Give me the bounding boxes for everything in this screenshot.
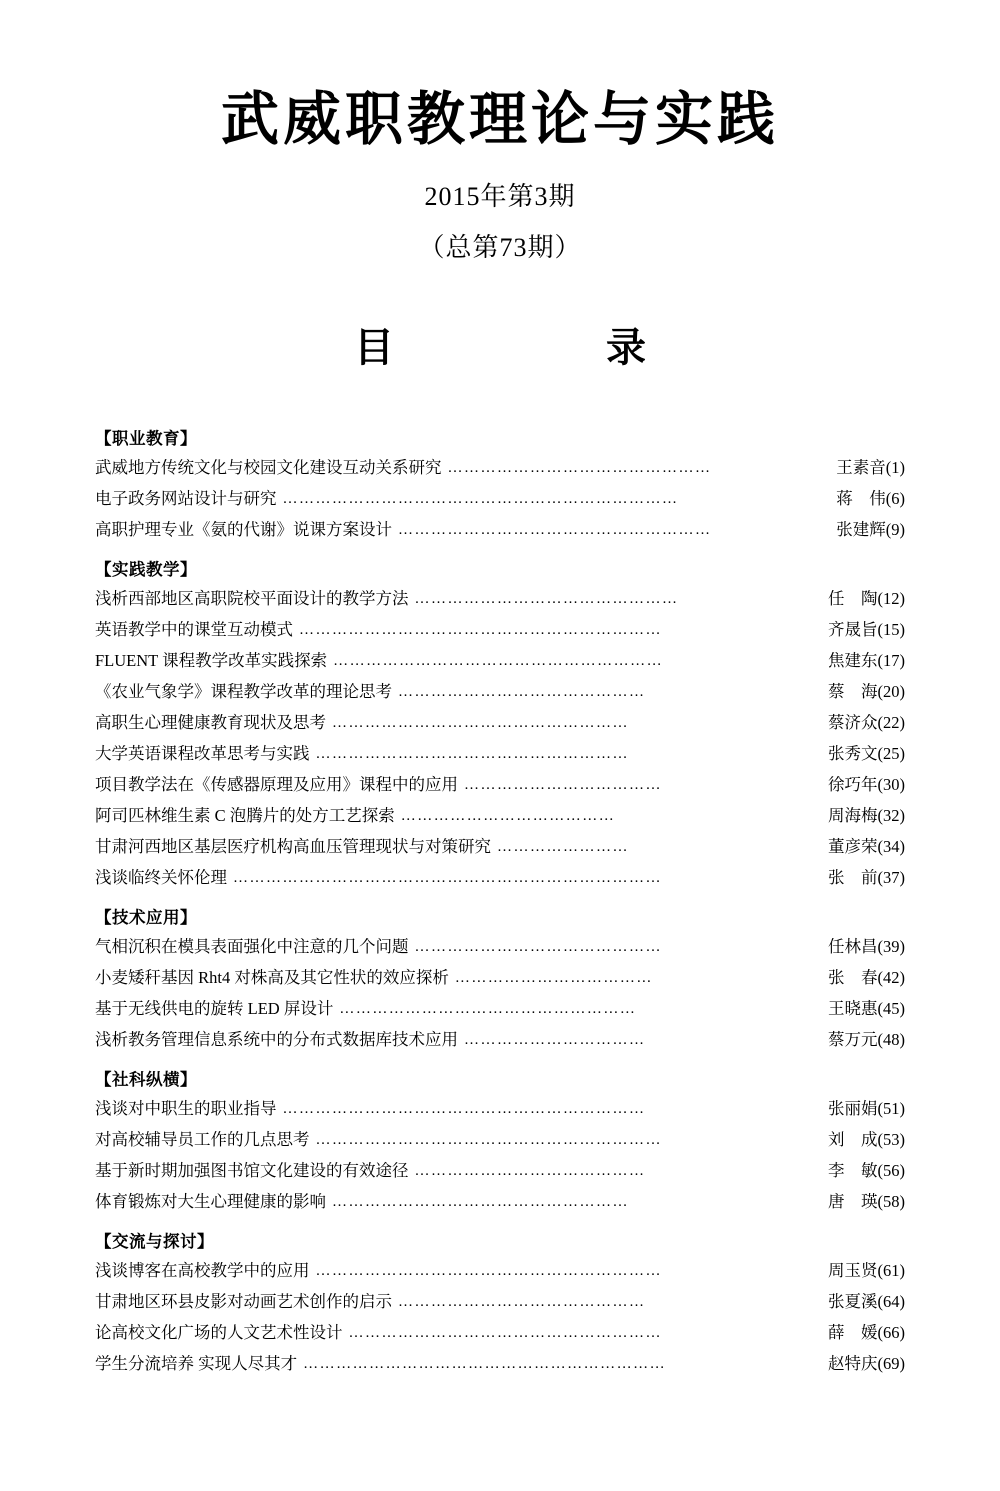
- toc-leader-dots: …………………………………………………………: [282, 1101, 646, 1117]
- toc-entry-author-page: [797, 712, 905, 732]
- toc-entry-title: 甘肃河西地区基层医疗机构高血压管理现状与对策研究: [95, 836, 491, 856]
- toc-entry-title: 浅谈博客在高校教学中的应用: [95, 1260, 310, 1280]
- section-heading: 【职业教育】: [95, 428, 197, 448]
- toc-entry-author: 王素音: [836, 457, 886, 477]
- toc-entry[interactable]: [95, 646, 905, 677]
- toc-entry[interactable]: [95, 1349, 905, 1380]
- table-of-contents: [95, 425, 905, 1380]
- toc-entry[interactable]: [95, 1318, 905, 1349]
- toc-entry-title: 基于无线供电的旋转 LED 屏设计: [95, 998, 334, 1018]
- toc-entry-title: 电子政务网站设计与研究: [95, 488, 277, 508]
- toc-entry-page: (45): [877, 998, 905, 1018]
- toc-entry[interactable]: [95, 1025, 905, 1056]
- toc-entry-page: (42): [877, 967, 905, 987]
- toc-entry[interactable]: [95, 863, 905, 894]
- toc-leader-dots: …………………………………: [400, 808, 616, 824]
- toc-entry-author: 唐 瑛: [828, 1191, 878, 1211]
- contents-heading: 目 录: [354, 323, 690, 371]
- toc-leader-dots: …………………………………………: [414, 591, 679, 607]
- toc-entry[interactable]: [95, 963, 905, 994]
- toc-entry-page: (17): [877, 650, 905, 670]
- toc-entry-title: FLUENT 课程教学改革实践探索: [95, 650, 328, 670]
- toc-leader-dots: ……………………………………………………………………: [233, 870, 662, 886]
- toc-entry-author: 蔡济众: [828, 712, 878, 732]
- toc-entry-page: (61): [877, 1260, 905, 1280]
- toc-leader-dots: …………………………………………………: [348, 1325, 662, 1341]
- toc-entry-page: (58): [877, 1191, 905, 1211]
- toc-entry-title: 英语教学中的课堂互动模式: [95, 619, 293, 639]
- toc-entry[interactable]: [95, 739, 905, 770]
- toc-entry-page: (39): [877, 936, 905, 956]
- toc-entry-title: 大学英语课程改革思考与实践: [95, 743, 310, 763]
- toc-entry-author-page: [797, 619, 905, 639]
- toc-entry[interactable]: [95, 1256, 905, 1287]
- toc-entry-page: (1): [885, 457, 905, 477]
- toc-entry-title: 项目教学法在《传感器原理及应用》课程中的应用: [95, 774, 458, 794]
- toc-entry-title: 小麦矮秆基因 Rht4 对株高及其它性状的效应探析: [95, 967, 449, 987]
- toc-entry-author-page: [797, 1029, 905, 1049]
- toc-entry-author: 薛 媛: [828, 1322, 878, 1342]
- toc-entry-title: 浅谈对中职生的职业指导: [95, 1098, 277, 1118]
- toc-entry[interactable]: [95, 1187, 905, 1218]
- toc-entry[interactable]: [95, 515, 905, 546]
- toc-leader-dots: ……………………………………: [414, 1163, 646, 1179]
- toc-leader-dots: ………………………………………………………: [315, 1132, 662, 1148]
- toc-entry-page: (69): [877, 1353, 905, 1373]
- toc-entry-title: 甘肃地区环县皮影对动画艺术创作的启示: [95, 1291, 392, 1311]
- section-heading: 【技术应用】: [95, 907, 197, 927]
- toc-entry[interactable]: [95, 584, 905, 615]
- toc-entry-author-page: [797, 805, 905, 825]
- toc-entry[interactable]: [95, 1287, 905, 1318]
- toc-entry-author-page: [797, 998, 905, 1018]
- toc-entry-title: 阿司匹林维生素 C 泡腾片的处方工艺探索: [95, 805, 395, 825]
- toc-entry[interactable]: [95, 1094, 905, 1125]
- toc-entry-author: 周海梅: [828, 805, 878, 825]
- toc-entry-page: (30): [877, 774, 905, 794]
- toc-entry-page: (15): [877, 619, 905, 639]
- toc-leader-dots: …………………………………………………………: [303, 1356, 667, 1372]
- issue-number: 2015年第3期: [424, 181, 576, 211]
- toc-leader-dots: ………………………………………………: [332, 715, 629, 731]
- toc-leader-dots: ………………………………………: [414, 939, 662, 955]
- toc-entry-title: 浅谈临终关怀伦理: [95, 867, 227, 887]
- toc-entry-author-page: [797, 967, 905, 987]
- toc-leader-dots: …………………………………………………………: [299, 622, 662, 638]
- toc-entry-title: 浅析西部地区高职院校平面设计的教学方法: [95, 588, 409, 608]
- toc-entry[interactable]: [95, 484, 905, 515]
- toc-entry-author-page: [797, 1353, 905, 1373]
- toc-entry-author: 董彦荣: [828, 836, 878, 856]
- toc-entry-page: (48): [877, 1029, 905, 1049]
- toc-entry-page: (20): [877, 681, 905, 701]
- toc-leader-dots: ………………………………………………………: [315, 1263, 662, 1279]
- toc-entry-title: 论高校文化广场的人文艺术性设计: [95, 1322, 343, 1342]
- toc-entry-author-page: [797, 519, 905, 539]
- toc-entry-author: 张 前: [828, 867, 878, 887]
- section-heading: 【实践教学】: [95, 559, 197, 579]
- toc-entry-author-page: [797, 1260, 905, 1280]
- toc-entry-author-page: [797, 774, 905, 794]
- toc-leader-dots: …………………………………………………: [398, 522, 712, 538]
- toc-entry-page: (64): [877, 1291, 905, 1311]
- toc-entry-author-page: [797, 457, 905, 477]
- toc-entry-page: (6): [885, 488, 905, 508]
- toc-entry-title: 基于新时期加强图书馆文化建设的有效途径: [95, 1160, 409, 1180]
- toc-entry-author-page: [797, 650, 905, 670]
- toc-leader-dots: ………………………………: [454, 970, 653, 986]
- toc-leader-dots: ………………………………………: [398, 684, 646, 700]
- toc-entry[interactable]: [95, 1125, 905, 1156]
- toc-entry-author-page: [797, 1098, 905, 1118]
- toc-entry[interactable]: [95, 801, 905, 832]
- toc-entry[interactable]: [95, 832, 905, 863]
- toc-entry-author: 王晓惠: [828, 998, 878, 1018]
- toc-leader-dots: ……………………: [497, 839, 629, 855]
- toc-entry-title: 武威地方传统文化与校园文化建设互动关系研究: [95, 457, 442, 477]
- toc-entry-page: (51): [877, 1098, 905, 1118]
- toc-leader-dots: ………………………………………………: [339, 1001, 637, 1017]
- toc-entry-author-page: [797, 1291, 905, 1311]
- toc-entry-author-page: [797, 588, 905, 608]
- toc-entry-page: (56): [877, 1160, 905, 1180]
- toc-entry-author: 齐晟旨: [828, 619, 878, 639]
- toc-entry[interactable]: [95, 677, 905, 708]
- toc-leader-dots: ………………………………………………………………: [282, 491, 679, 507]
- toc-entry-page: (53): [877, 1129, 905, 1149]
- toc-entry-title: 《农业气象学》课程教学改革的理论思考: [95, 681, 392, 701]
- toc-entry-title: 体育锻炼对大生心理健康的影响: [95, 1191, 326, 1211]
- toc-leader-dots: ……………………………: [464, 1032, 646, 1048]
- toc-entry-page: (66): [877, 1322, 905, 1342]
- toc-entry[interactable]: [95, 994, 905, 1025]
- toc-entry-title: 浅析教务管理信息系统中的分布式数据库技术应用: [95, 1029, 458, 1049]
- toc-entry-title: 学生分流培养 实现人尽其才: [95, 1353, 298, 1373]
- toc-entry-title: 气相沉积在模具表面强化中注意的几个问题: [95, 936, 409, 956]
- toc-entry-author: 张 春: [828, 967, 878, 987]
- issue-total-number: （总第73期）: [418, 232, 582, 262]
- toc-entry-title: 高职生心理健康教育现状及思考: [95, 712, 326, 732]
- toc-entry-page: (37): [877, 867, 905, 887]
- toc-entry-author-page: [797, 1191, 905, 1211]
- toc-entry-page: (34): [877, 836, 905, 856]
- toc-leader-dots: …………………………………………: [447, 460, 712, 476]
- toc-entry-author: 张秀文: [828, 743, 878, 763]
- toc-leader-dots: ……………………………………………………: [333, 653, 664, 669]
- journal-title: 武威职教理论与实践: [220, 85, 779, 153]
- toc-entry-author-page: [797, 743, 905, 763]
- toc-entry-page: (22): [877, 712, 905, 732]
- toc-entry-title: 高职护理专业《氨的代谢》说课方案设计: [95, 519, 392, 539]
- toc-leader-dots: ………………………………: [464, 777, 662, 793]
- toc-entry-author-page: [797, 936, 905, 956]
- toc-entry-page: (25): [877, 743, 905, 763]
- toc-entry-author: 焦建东: [828, 650, 878, 670]
- toc-entry-author-page: [797, 1129, 905, 1149]
- toc-leader-dots: ………………………………………: [398, 1294, 646, 1310]
- toc-entry-author: 张夏溪: [828, 1291, 878, 1311]
- toc-leader-dots: …………………………………………………: [315, 746, 629, 762]
- toc-entry-author: 徐巧年: [828, 774, 878, 794]
- toc-entry-author-page: [797, 867, 905, 887]
- toc-entry-title: 对高校辅导员工作的几点思考: [95, 1129, 310, 1149]
- toc-entry-author: 蔡 海: [828, 681, 878, 701]
- toc-entry-author: 周玉贤: [828, 1260, 878, 1280]
- toc-entry[interactable]: [95, 1156, 905, 1187]
- journal-contents-page: [0, 85, 1000, 1491]
- toc-entry-page: (9): [885, 519, 905, 539]
- toc-entry[interactable]: [95, 770, 905, 801]
- toc-entry[interactable]: [95, 615, 905, 646]
- toc-leader-dots: ………………………………………………: [332, 1194, 629, 1210]
- toc-entry-author-page: [797, 488, 905, 508]
- toc-entry-author: 张建辉: [836, 519, 886, 539]
- section-heading: 【交流与探讨】: [95, 1231, 214, 1251]
- toc-entry-page: (12): [877, 588, 905, 608]
- toc-entry-author: 任 陶: [828, 588, 878, 608]
- toc-entry-author: 蒋 伟: [836, 488, 886, 508]
- toc-entry-author: 蔡万元: [828, 1029, 878, 1049]
- toc-entry-author: 李 敏: [828, 1160, 878, 1180]
- section-heading: 【社科纵横】: [95, 1069, 197, 1089]
- toc-entry-author-page: [797, 1322, 905, 1342]
- toc-entry[interactable]: [95, 932, 905, 963]
- toc-entry-page: (32): [877, 805, 905, 825]
- toc-entry-author: 张丽娟: [828, 1098, 878, 1118]
- toc-entry-author-page: [797, 1160, 905, 1180]
- toc-entry-author: 刘 成: [828, 1129, 878, 1149]
- toc-entry-author-page: [797, 836, 905, 856]
- toc-entry-author: 赵特庆: [828, 1353, 878, 1373]
- toc-entry[interactable]: [95, 453, 905, 484]
- toc-entry-author: 任林昌: [828, 936, 878, 956]
- toc-entry-author-page: [797, 681, 905, 701]
- toc-entry[interactable]: [95, 708, 905, 739]
